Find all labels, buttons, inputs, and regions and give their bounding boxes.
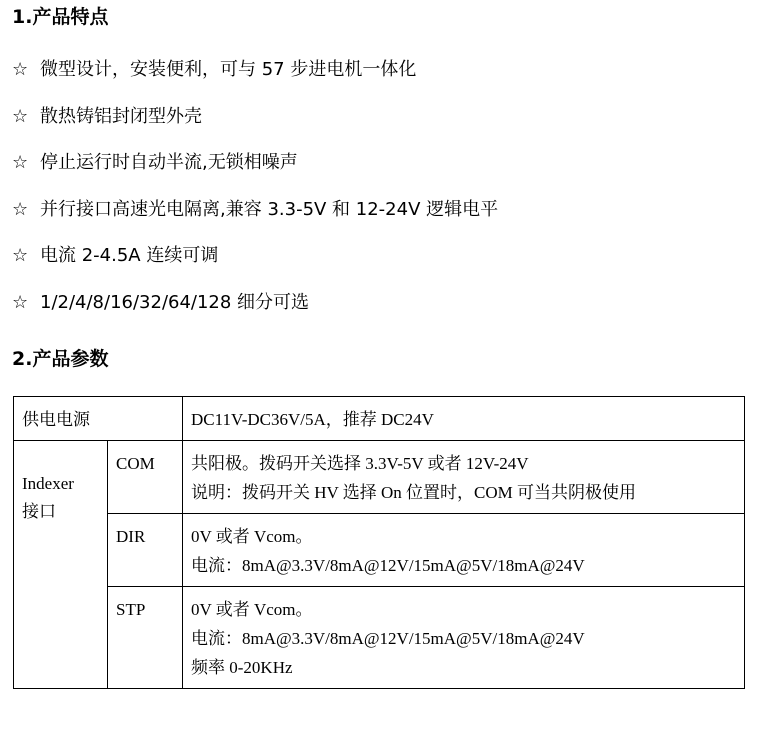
stp-line3: 频率 0-20KHz [191,658,293,677]
feature-text: 微型设计，安装便利，可与 57 步进电机一体化 [40,59,417,80]
feature-text: 散热铸铝封闭型外壳 [40,105,202,127]
feature-text: 并行接口高速光电隔离,兼容 3.3-5V 和 12-24V 逻辑电平 [40,198,499,220]
feature-item [12,145,498,192]
stp-label: STP [108,587,183,689]
feature-item [12,285,498,332]
indexer-label [14,441,108,689]
table-row-dir [14,514,745,587]
com-line1: 共阳极。拨码开关选择 3.3V-5V 或者 12V-24V [191,454,529,473]
section-title-features: 1.产品特点 [12,6,109,28]
table-row-power [14,397,745,441]
dir-line2: 电流：8mA@3.3V/8mA@12V/15mA@5V/18mA@24V [191,556,585,575]
dir-line1: 0V 或者 Vcom。 [191,527,313,546]
power-value: DC11V-DC36V/5A，推荐 DC24V [183,397,745,441]
feature-text: 电流 2-4.5A 连续可调 [40,245,219,266]
params-table [13,396,745,689]
star-icon: ☆ [12,59,29,80]
feature-text: 1/2/4/8/16/32/64/128 细分可选 [40,291,310,313]
section-title-params: 2.产品参数 [12,348,109,370]
feature-list [12,52,498,331]
dir-value [183,514,745,587]
feature-item [12,99,498,146]
power-label: 供电电源 [14,397,183,441]
stp-value [183,587,745,689]
feature-item [12,52,498,99]
table-row-stp [14,587,745,689]
com-label: COM [108,441,183,514]
feature-item [12,238,498,285]
com-value [183,441,745,514]
indexer-label-line1: Indexer [22,474,74,493]
stp-line1: 0V 或者 Vcom。 [191,600,313,619]
star-icon: ☆ [12,198,29,220]
stp-line2: 电流：8mA@3.3V/8mA@12V/15mA@5V/18mA@24V [191,629,585,648]
dir-label: DIR [108,514,183,587]
star-icon: ☆ [12,291,29,313]
star-icon: ☆ [12,105,29,127]
star-icon: ☆ [12,152,29,173]
feature-text: 停止运行时自动半流,无锁相噪声 [40,152,298,173]
feature-item [12,192,498,239]
star-icon: ☆ [12,245,29,266]
indexer-label-line2: 接口 [22,502,56,522]
table-row-com [14,441,745,514]
com-line2: 说明：拨码开关 HV 选择 On 位置时，COM 可当共阴极使用 [191,483,637,502]
